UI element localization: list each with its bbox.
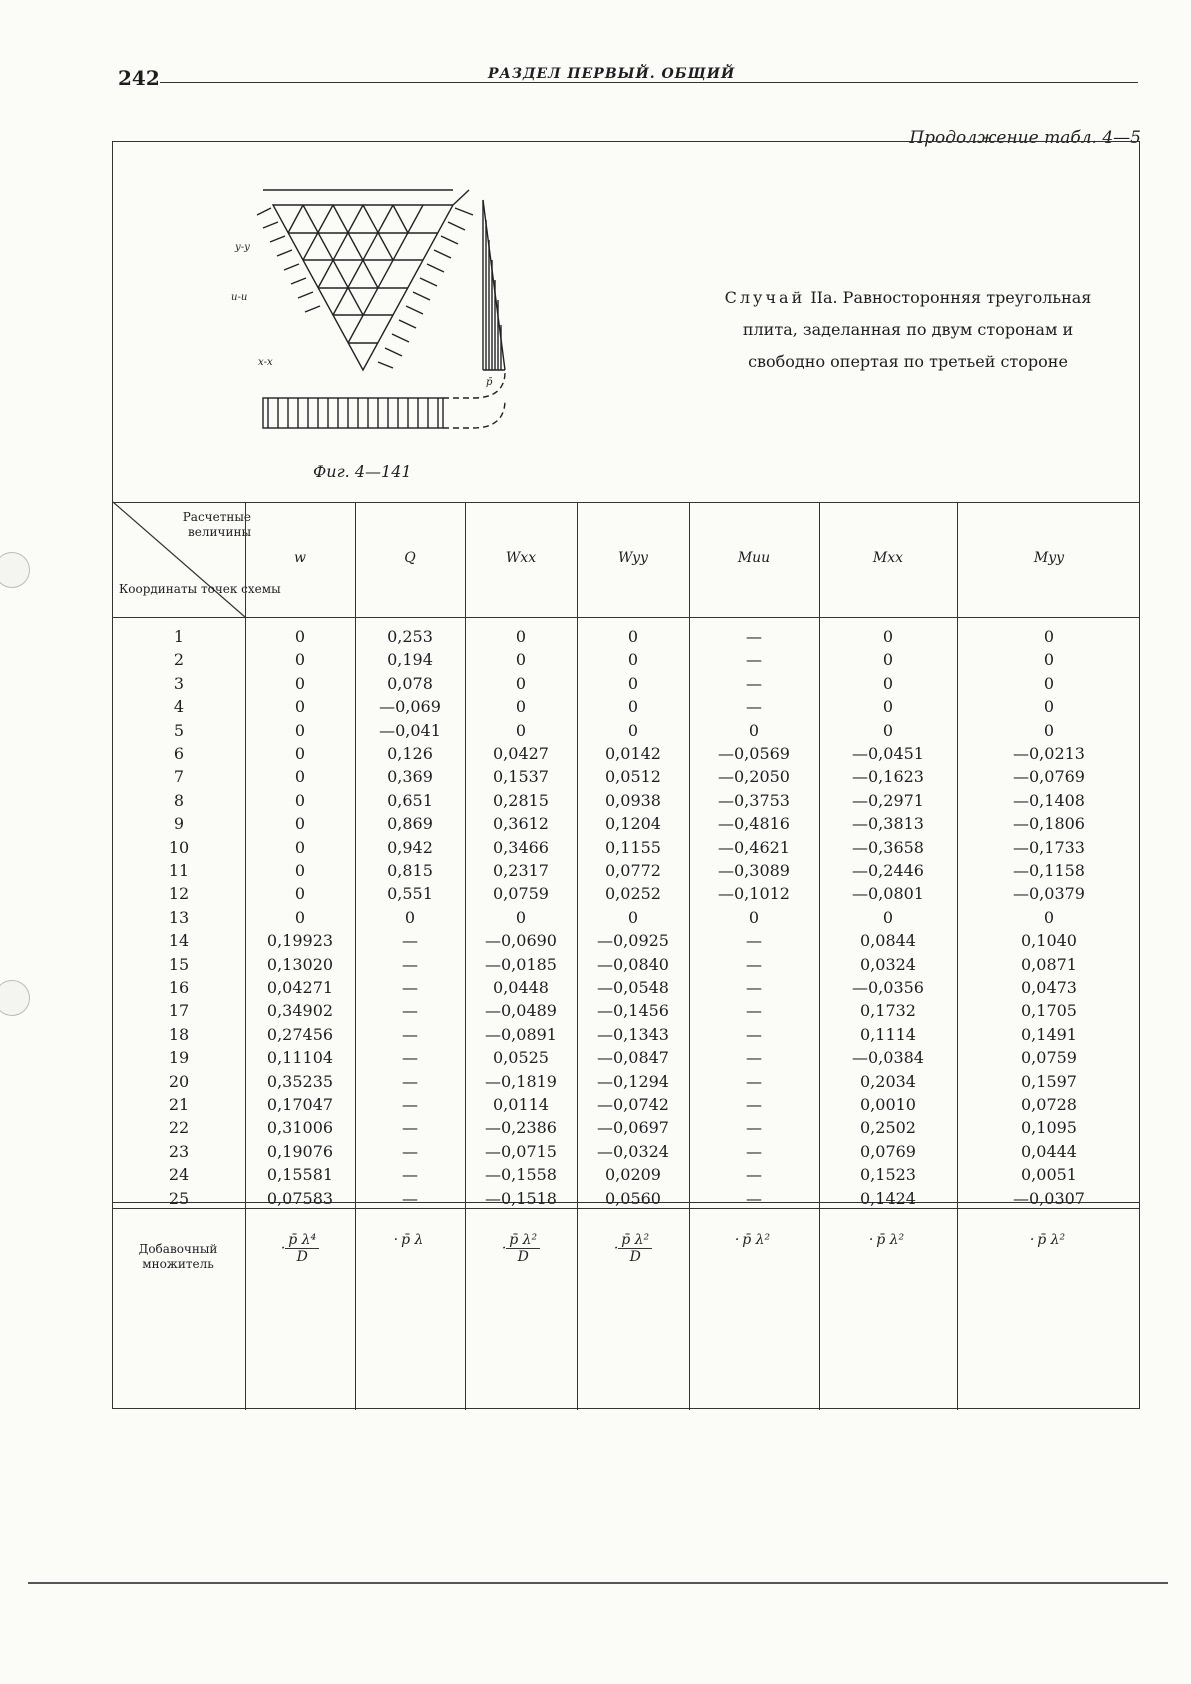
cell-myy: 0 — [1043, 720, 1055, 740]
cell-wyy: —0,1456 — [597, 1001, 669, 1021]
cell-q: 0,942 — [387, 837, 433, 857]
cell-wyy: —0,0697 — [597, 1118, 669, 1138]
cell-mxx: 0,1424 — [860, 1188, 916, 1208]
cell-mxx: 0 — [882, 650, 894, 670]
cell-myy: 0,0871 — [1021, 954, 1077, 974]
multiplier-dot: · — [868, 1232, 874, 1248]
cell-wxx: 0,0427 — [493, 744, 549, 763]
figure-caption: Фиг. 4—141 — [313, 462, 412, 481]
multiplier-fraction — [873, 1232, 907, 1248]
cell-wyy: —0,0324 — [597, 1141, 669, 1161]
cell-wxx: —0,0489 — [485, 1001, 557, 1021]
col-head-wxx: Wxx — [505, 550, 537, 566]
cell-myy: 0,0759 — [1021, 1048, 1077, 1068]
cell-muu: —0,3753 — [718, 790, 790, 810]
cell-wyy: —0,1343 — [597, 1024, 669, 1044]
cell-q: —0,041 — [379, 720, 441, 740]
multiplier-numerator: p̄ λ⁴ — [285, 1232, 319, 1249]
cell-myy: 0,0051 — [1021, 1165, 1077, 1185]
header-bottom-label: Координаты точек схемы — [119, 582, 281, 596]
cell-wyy: —0,0742 — [597, 1095, 669, 1114]
cell-wyy: 0 — [627, 627, 639, 646]
cell-w: 0,07583 — [266, 1188, 334, 1208]
page-number: 242 — [118, 66, 160, 90]
cell-muu: —0,3089 — [718, 861, 790, 880]
cell-w: 0 — [294, 790, 306, 810]
bottom-rule — [28, 1582, 1168, 1584]
cell-point: 7 — [173, 767, 185, 787]
cell-wyy: 0 — [627, 673, 639, 693]
cell-muu: — — [746, 954, 762, 974]
cell-mxx: 0 — [882, 673, 894, 693]
multiplier-numerator: p̄ λ² — [876, 1232, 905, 1248]
cell-mxx: 0,2034 — [860, 1071, 916, 1091]
case-title-1: IIа. Равносторонняя треугольная — [810, 288, 1092, 307]
col-head-mxx: Mxx — [872, 550, 904, 566]
case-lead: Случай — [724, 288, 806, 307]
header-top-label: Расчетные величины — [182, 510, 251, 539]
cell-muu: — — [746, 1141, 762, 1161]
cell-wyy: —0,0548 — [597, 978, 669, 997]
cell-wxx: —0,1819 — [485, 1071, 557, 1091]
cell-w: 0 — [294, 673, 306, 693]
cell-point: 1 — [173, 627, 185, 646]
cell-wxx: 0,2815 — [493, 790, 549, 810]
cell-wyy: 0 — [627, 720, 639, 740]
cell-wyy: 0,0142 — [605, 744, 661, 763]
axis-label-yy: у-у — [235, 242, 250, 253]
cell-myy: 0,1491 — [1021, 1024, 1077, 1044]
cell-myy: —0,1158 — [1013, 861, 1085, 880]
cell-q: — — [402, 1024, 418, 1044]
cell-myy: 0,1597 — [1021, 1071, 1077, 1091]
cell-myy: 0,0728 — [1021, 1095, 1077, 1114]
cell-w: 0 — [294, 814, 306, 834]
cell-q: 0,369 — [387, 767, 433, 787]
multiplier-fraction — [618, 1232, 652, 1265]
multiplier-numerator: p̄ λ² — [618, 1232, 652, 1249]
cell-wxx: 0,0448 — [493, 978, 549, 997]
cell-mxx: —0,1623 — [852, 767, 924, 787]
cell-mxx: 0,0324 — [860, 954, 916, 974]
plate-diagram — [231, 160, 543, 460]
multiplier-fraction — [739, 1232, 773, 1248]
cell-wyy: 0,1204 — [605, 814, 661, 834]
cell-mxx: —0,2971 — [852, 790, 924, 810]
cell-myy: —0,0769 — [1013, 767, 1085, 787]
cell-mxx: —0,3813 — [852, 814, 924, 834]
cell-mxx: —0,0356 — [852, 978, 924, 997]
axis-label-xx: х-х — [258, 357, 273, 368]
cell-myy: 0 — [1043, 907, 1055, 927]
cell-w: 0 — [294, 884, 306, 904]
cell-w: 0 — [294, 720, 306, 740]
cell-wxx: 0 — [515, 720, 527, 740]
multiplier-myy — [957, 1232, 1141, 1248]
cell-wyy: 0 — [627, 697, 639, 717]
cell-wxx: —0,0185 — [485, 954, 557, 974]
cell-mxx: 0,1114 — [860, 1024, 916, 1044]
col-head-q: Q — [404, 550, 416, 566]
cell-myy: —0,1806 — [1013, 814, 1085, 834]
cell-muu: — — [746, 1095, 762, 1114]
cell-point: 3 — [173, 673, 185, 693]
cell-point: 17 — [168, 1001, 190, 1021]
cell-point: 19 — [168, 1048, 190, 1068]
cell-mxx: —0,0451 — [852, 744, 924, 763]
cell-q: 0,078 — [387, 673, 433, 693]
cell-w: 0 — [294, 767, 306, 787]
cell-point: 22 — [168, 1118, 190, 1138]
cell-wyy: 0,0209 — [605, 1165, 661, 1185]
load-label: p̄ — [486, 377, 493, 388]
cell-wyy: 0,0512 — [605, 767, 661, 787]
cell-q: — — [402, 978, 418, 997]
cell-w: 0 — [294, 627, 306, 646]
cell-wxx: 0,0525 — [493, 1048, 549, 1068]
cell-myy: 0,0473 — [1021, 978, 1077, 997]
cell-muu: — — [746, 978, 762, 997]
cell-wxx: 0,0759 — [493, 884, 549, 904]
cell-mxx: 0,1732 — [860, 1001, 916, 1021]
cell-q: 0,194 — [387, 650, 433, 670]
cell-w: 0,31006 — [266, 1118, 334, 1138]
cell-point: 14 — [168, 931, 190, 951]
cell-myy: —0,0307 — [1013, 1188, 1085, 1208]
multiplier-denominator: D — [517, 1249, 529, 1265]
cell-mxx: —0,0801 — [852, 884, 924, 904]
figure-area — [113, 142, 1139, 503]
punch-hole-top — [0, 552, 30, 588]
cell-wxx: 0 — [515, 650, 527, 670]
multiplier-label: Добавочный множитель — [138, 1242, 218, 1271]
cell-myy: —0,0379 — [1013, 884, 1085, 904]
cell-muu: — — [746, 1188, 762, 1208]
cell-q: — — [402, 1001, 418, 1021]
cell-myy: 0 — [1043, 673, 1055, 693]
multiplier-dot: · — [1029, 1232, 1035, 1248]
case-title-line-3: свободно опертая по третьей стороне — [748, 352, 1068, 371]
cell-q: — — [402, 1095, 418, 1114]
cell-point: 23 — [168, 1141, 190, 1161]
cell-wxx: —0,0690 — [485, 931, 557, 951]
multiplier-muu — [689, 1232, 819, 1248]
cell-wyy: 0,0560 — [605, 1188, 661, 1208]
multiplier-q — [355, 1232, 465, 1248]
cell-wyy: —0,0847 — [597, 1048, 669, 1068]
cell-wxx: —0,1518 — [485, 1188, 557, 1208]
cell-point: 24 — [168, 1165, 190, 1185]
cell-q: — — [402, 1188, 418, 1208]
cell-wxx: 0,3466 — [493, 837, 549, 857]
cell-q: — — [402, 1141, 418, 1161]
cell-mxx: 0,0010 — [860, 1095, 916, 1114]
cell-q: — — [402, 1048, 418, 1068]
cell-mxx: 0,1523 — [860, 1165, 916, 1185]
cell-myy: —0,1408 — [1013, 790, 1085, 810]
cell-point: 9 — [173, 814, 185, 834]
cell-wyy: 0 — [627, 650, 639, 670]
multiplier-numerator: p̄ λ² — [1037, 1232, 1066, 1248]
multiplier-wyy — [577, 1232, 689, 1265]
cell-wxx: —0,2386 — [485, 1118, 557, 1138]
cell-w: 0,11104 — [266, 1048, 334, 1068]
cell-muu: —0,4816 — [718, 814, 790, 834]
axis-label-uu: u-u — [231, 292, 248, 303]
cell-myy: 0 — [1043, 627, 1055, 646]
cell-wyy: 0,0252 — [605, 884, 661, 904]
table-header — [113, 502, 1139, 617]
cell-w: 0,19076 — [266, 1141, 334, 1161]
cell-muu: —0,1012 — [718, 884, 790, 904]
cell-w: 0 — [294, 744, 306, 763]
cell-point: 21 — [168, 1095, 190, 1114]
cell-mxx: —0,0384 — [852, 1048, 924, 1068]
cell-wyy: 0,1155 — [605, 837, 661, 857]
cell-myy: —0,0213 — [1013, 744, 1085, 763]
cell-q: —0,069 — [379, 697, 441, 717]
case-title-line-1 — [693, 282, 1123, 314]
cell-point: 13 — [168, 907, 190, 927]
cell-mxx: 0,2502 — [860, 1118, 916, 1138]
cell-muu: —0,4621 — [718, 837, 790, 857]
cell-w: 0,34902 — [266, 1001, 334, 1021]
cell-muu: — — [746, 1165, 762, 1185]
cell-mxx: 0 — [882, 907, 894, 927]
cell-muu: — — [746, 1071, 762, 1091]
case-title-line-2: плита, заделанная по двум сторонам и — [742, 320, 1074, 339]
cell-q: 0,551 — [387, 884, 433, 904]
cell-myy: 0,1040 — [1021, 931, 1077, 951]
cell-mxx: 0 — [882, 627, 894, 646]
cell-mxx: 0 — [882, 720, 894, 740]
cell-point: 18 — [168, 1024, 190, 1044]
multiplier-fraction — [506, 1232, 540, 1265]
cell-muu: — — [746, 697, 762, 717]
cell-wyy: 0,0772 — [605, 861, 661, 880]
cell-myy: 0,1095 — [1021, 1118, 1077, 1138]
cell-point: 16 — [168, 978, 190, 997]
cell-q: — — [402, 1165, 418, 1185]
cell-muu: — — [746, 1024, 762, 1044]
col-head-myy: Myy — [1033, 550, 1065, 566]
header-rule — [160, 82, 1138, 83]
cell-q: 0,815 — [387, 861, 433, 880]
cell-q: 0,651 — [387, 790, 433, 810]
multiplier-denominator: D — [629, 1249, 641, 1265]
punch-hole-bottom — [0, 980, 30, 1016]
cell-point: 20 — [168, 1071, 190, 1091]
multiplier-fraction — [398, 1232, 426, 1248]
cell-w: 0,35235 — [266, 1071, 334, 1091]
footer-rule-2 — [113, 1208, 1139, 1209]
cell-wxx: 0,0114 — [493, 1095, 549, 1114]
cell-myy: —0,1733 — [1013, 837, 1085, 857]
cell-w: 0,17047 — [266, 1095, 334, 1114]
cell-q: 0,126 — [387, 744, 433, 763]
cell-w: 0 — [294, 650, 306, 670]
multiplier-dot: · — [393, 1232, 399, 1248]
cell-q: 0 — [404, 907, 416, 927]
multiplier-mxx — [819, 1232, 957, 1248]
cell-w: 0,04271 — [266, 978, 334, 997]
col-head-muu: Muu — [737, 550, 771, 566]
cell-w: 0,27456 — [266, 1024, 334, 1044]
cell-point: 15 — [168, 954, 190, 974]
cell-wyy: —0,1294 — [597, 1071, 669, 1091]
multiplier-denominator: D — [296, 1249, 308, 1265]
cell-w: 0 — [294, 837, 306, 857]
cell-muu: — — [746, 650, 762, 670]
cell-q: 0,253 — [387, 627, 433, 646]
cell-w: 0 — [294, 907, 306, 927]
multiplier-fraction — [285, 1232, 319, 1265]
cell-point: 10 — [168, 837, 190, 857]
cell-w: 0,19923 — [266, 931, 334, 951]
cell-q: — — [402, 1071, 418, 1091]
cell-wxx: 0 — [515, 627, 527, 646]
cell-muu: — — [746, 673, 762, 693]
multiplier-dot: · — [613, 1240, 619, 1257]
cell-muu: —0,2050 — [718, 767, 790, 787]
cell-mxx: —0,3658 — [852, 837, 924, 857]
multiplier-dot: · — [280, 1240, 286, 1257]
multiplier-numerator: p̄ λ² — [742, 1232, 771, 1248]
cell-point: 5 — [173, 720, 185, 740]
cell-muu: — — [746, 931, 762, 951]
case-description — [693, 282, 1123, 378]
cell-w: 0 — [294, 861, 306, 880]
cell-wyy: 0 — [627, 907, 639, 927]
multiplier-wxx — [465, 1232, 577, 1265]
multiplier-fraction — [1034, 1232, 1068, 1248]
cell-wxx: 0 — [515, 673, 527, 693]
cell-q: — — [402, 954, 418, 974]
cell-q: — — [402, 1118, 418, 1138]
cell-point: 11 — [168, 861, 190, 880]
cell-w: 0,15581 — [266, 1165, 334, 1185]
cell-q: 0,869 — [387, 814, 433, 834]
cell-wyy: 0,0938 — [605, 790, 661, 810]
col-head-wyy: Wyy — [618, 550, 648, 566]
multiplier-dot: · — [734, 1232, 740, 1248]
cell-wxx: —0,1558 — [485, 1165, 557, 1185]
multiplier-w — [245, 1232, 355, 1265]
cell-muu: 0 — [748, 907, 760, 927]
cell-muu: — — [746, 627, 762, 646]
cell-point: 12 — [168, 884, 190, 904]
cell-wxx: 0 — [515, 697, 527, 717]
cell-mxx: 0,0844 — [860, 931, 916, 951]
cell-point: 6 — [173, 744, 185, 763]
cell-w: 0 — [294, 697, 306, 717]
running-head: РАЗДЕЛ ПЕРВЫЙ. ОБЩИЙ — [480, 66, 743, 82]
cell-muu: — — [746, 1048, 762, 1068]
multiplier-numerator: p̄ λ² — [506, 1232, 540, 1249]
col-head-w: w — [294, 550, 306, 566]
cell-muu: —0,0569 — [718, 744, 790, 763]
cell-myy: 0 — [1043, 650, 1055, 670]
cell-q: — — [402, 931, 418, 951]
header-rule-bottom — [113, 617, 1139, 618]
table-continuation-label: Продолжение табл. 4—5 — [909, 128, 1141, 148]
cell-point: 2 — [173, 650, 185, 670]
cell-wyy: —0,0840 — [597, 954, 669, 974]
cell-wxx: 0 — [515, 907, 527, 927]
table-frame — [112, 141, 1140, 1409]
cell-myy: 0,1705 — [1021, 1001, 1077, 1021]
cell-mxx: —0,2446 — [852, 861, 924, 880]
cell-point: 25 — [168, 1188, 190, 1208]
cell-wxx: 0,1537 — [493, 767, 549, 787]
cell-wxx: 0,2317 — [493, 861, 549, 880]
cell-myy: 0 — [1043, 697, 1055, 717]
cell-muu: — — [746, 1001, 762, 1021]
cell-muu: 0 — [748, 720, 760, 740]
cell-mxx: 0 — [882, 697, 894, 717]
cell-w: 0,13020 — [266, 954, 334, 974]
cell-myy: 0,0444 — [1021, 1141, 1077, 1161]
cell-point: 4 — [173, 697, 185, 717]
cell-point: 8 — [173, 790, 185, 810]
cell-mxx: 0,0769 — [860, 1141, 916, 1161]
cell-wxx: 0,3612 — [493, 814, 549, 834]
cell-wxx: —0,0891 — [485, 1024, 557, 1044]
cell-wxx: —0,0715 — [485, 1141, 557, 1161]
cell-wyy: —0,0925 — [597, 931, 669, 951]
cell-muu: — — [746, 1118, 762, 1138]
multiplier-dot: · — [501, 1240, 507, 1257]
multiplier-numerator: p̄ λ — [401, 1232, 424, 1248]
